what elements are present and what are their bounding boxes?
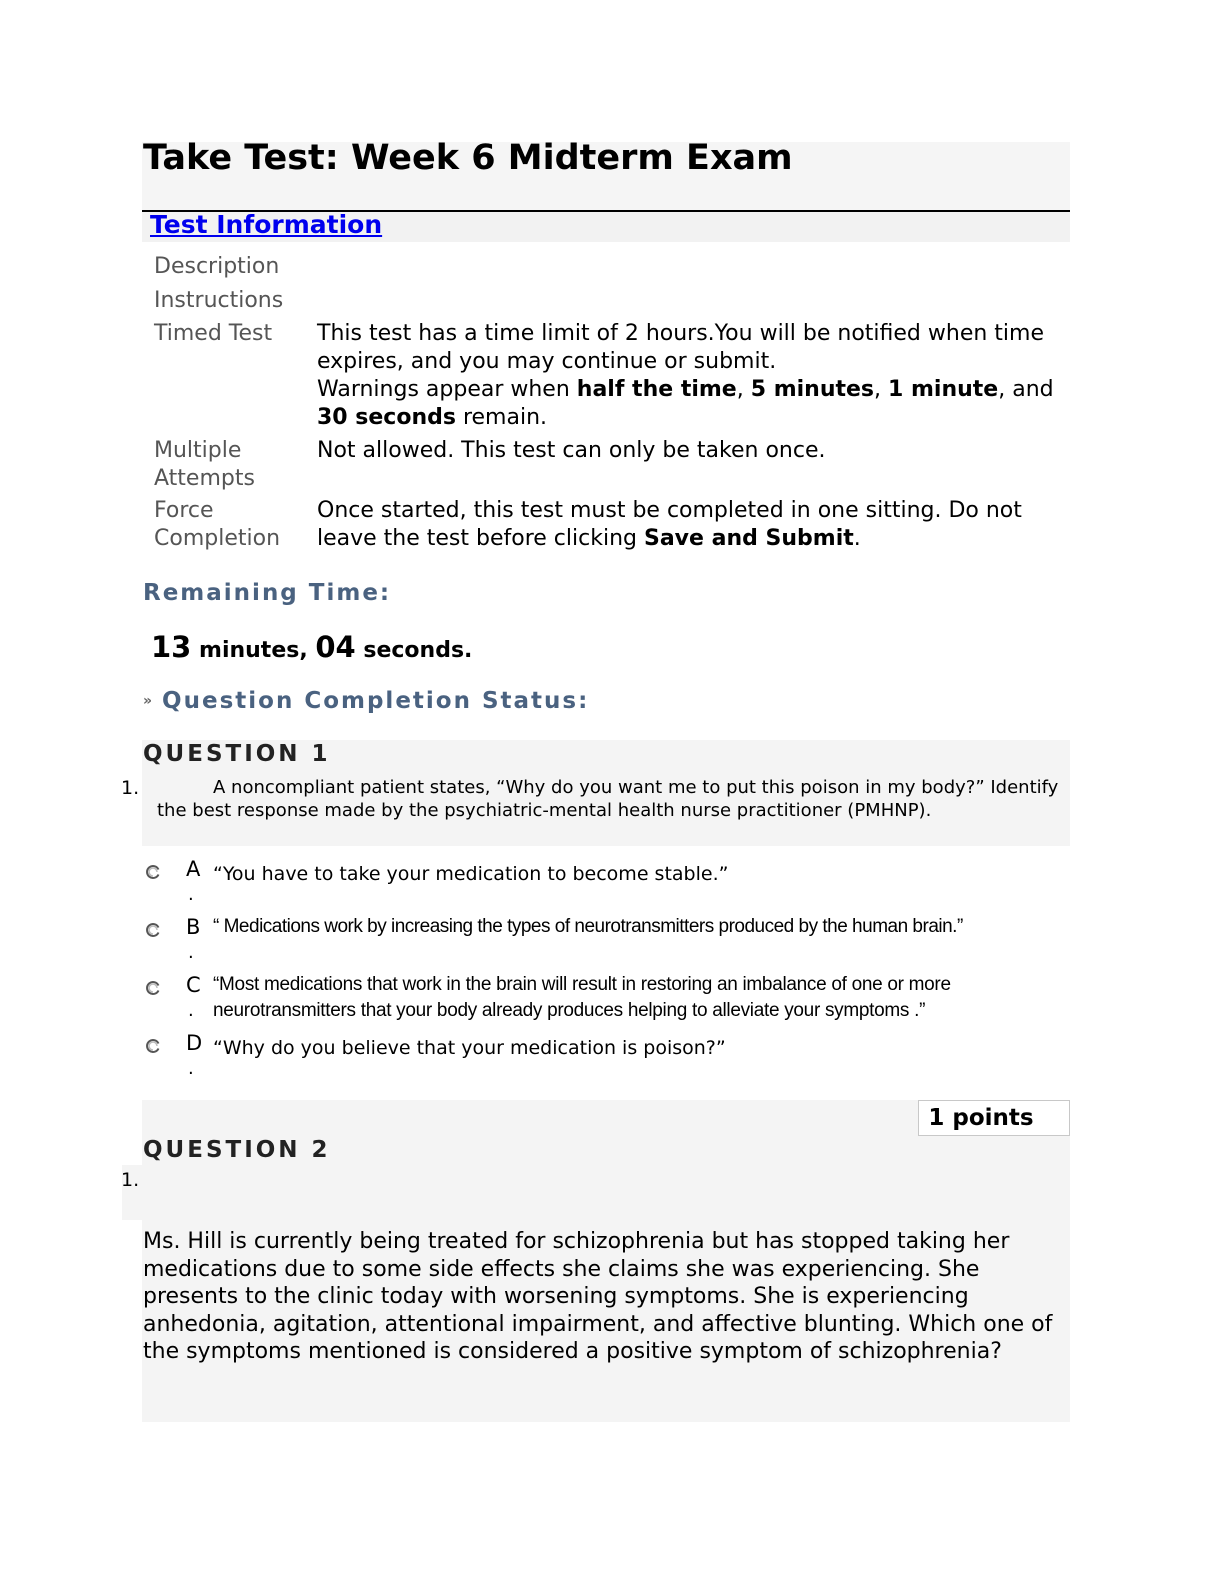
question-completion-status-label: Question Completion Status: [162, 688, 590, 714]
description-label: Description [154, 254, 280, 279]
option-b-text[interactable]: “ Medications work by increasing the types of neurotransmitters produced by the human brain.” [213, 916, 963, 937]
remaining-time-value [151, 630, 472, 664]
option-b-radio[interactable] [145, 922, 161, 938]
multiple-attempts-label: Multiple Attempts [154, 438, 255, 491]
multiple-attempts-value: Not allowed. This test can only be taken once. [317, 438, 826, 463]
instructions-label: Instructions [154, 288, 284, 313]
minutes-word: minutes, [191, 638, 316, 663]
option-d-letter: D [186, 1031, 203, 1055]
option-b-dot: . [188, 942, 194, 963]
remaining-minutes: 13 [151, 630, 192, 664]
option-c-radio[interactable] [145, 980, 161, 996]
question-1-number: 1. [121, 777, 140, 799]
warnings-sep: , [874, 377, 889, 402]
option-a-dot: . [188, 884, 194, 905]
force-completion-period: . [853, 526, 861, 551]
option-c-dot: . [188, 1000, 194, 1021]
option-b-letter: B [186, 915, 201, 939]
remaining-time-label: Remaining Time: [143, 580, 392, 606]
warnings-sep: , and [998, 377, 1054, 402]
force-completion-text: Once started, this test must be completed in one sitting. Do not leave the test before clicking [317, 498, 1022, 551]
warn-30-seconds: 30 seconds [317, 405, 456, 430]
test-information-link[interactable]: Test Information [150, 210, 383, 239]
warnings-line [317, 376, 1057, 432]
question-2-number: 1. [121, 1169, 140, 1191]
option-a-radio[interactable] [145, 864, 161, 880]
points-badge: 1 points [918, 1100, 1044, 1136]
question-1-text: A noncompliant patient states, “Why do you want me to put this poison in my body?” Identify the best response made by the psychiatric-mental health nurse practitioner (PMHNP). [157, 777, 1059, 821]
save-and-submit-text: Save and Submit [643, 526, 854, 551]
option-a-letter: A [186, 857, 201, 881]
warnings-sep: , [736, 377, 751, 402]
warnings-prefix: Warnings appear when [317, 377, 577, 402]
timed-test-label: Timed Test [154, 321, 273, 346]
warnings-suffix: remain. [455, 405, 548, 430]
force-completion-label: Force Completion [154, 498, 281, 551]
double-chevron-down-icon: » [143, 693, 153, 709]
warn-5-minutes: 5 minutes [750, 377, 875, 402]
question-completion-status-toggle[interactable] [143, 688, 589, 714]
page-title: Take Test: Week 6 Midterm Exam [143, 138, 793, 178]
force-completion-value [317, 497, 1047, 553]
seconds-word: seconds. [355, 638, 473, 663]
question-2-heading: QUESTION 2 [143, 1137, 331, 1163]
option-c-letter: C [186, 973, 201, 997]
option-c-text[interactable]: “Most medications that work in the brain will result in restoring an imbalance of one or more neurotransmitters that your body already produces helping to alleviate your symptoms .” [213, 974, 951, 1021]
warn-1-minute: 1 minute [888, 377, 999, 402]
option-d-dot: . [188, 1058, 194, 1079]
question-2-text: Ms. Hill is currently being treated for schizophrenia but has stopped taking her medications due to some side effects she claims she was experiencing. She presents to the clinic today with worsening symptoms. She is experiencing anhedonia, agitation, attentional impairment, and affective blunting. Which one of the symptoms mentioned is considered a positive symptom of schizophrenia? [143, 1229, 1053, 1364]
points-badge-side [1043, 1100, 1070, 1136]
warn-half-time: half the time [576, 377, 737, 402]
option-d-text[interactable]: “Why do you believe that your medication is poison?” [213, 1037, 726, 1059]
timed-test-line: This test has a time limit of 2 hours.You will be notified when time expires, and you may continue or submit. [317, 321, 1044, 374]
remaining-seconds: 04 [315, 630, 356, 664]
timed-test-value [317, 320, 1057, 432]
option-a-text[interactable]: “You have to take your medication to become stable.” [213, 863, 729, 885]
option-d-radio[interactable] [145, 1038, 161, 1054]
question-1-heading: QUESTION 1 [143, 741, 331, 767]
